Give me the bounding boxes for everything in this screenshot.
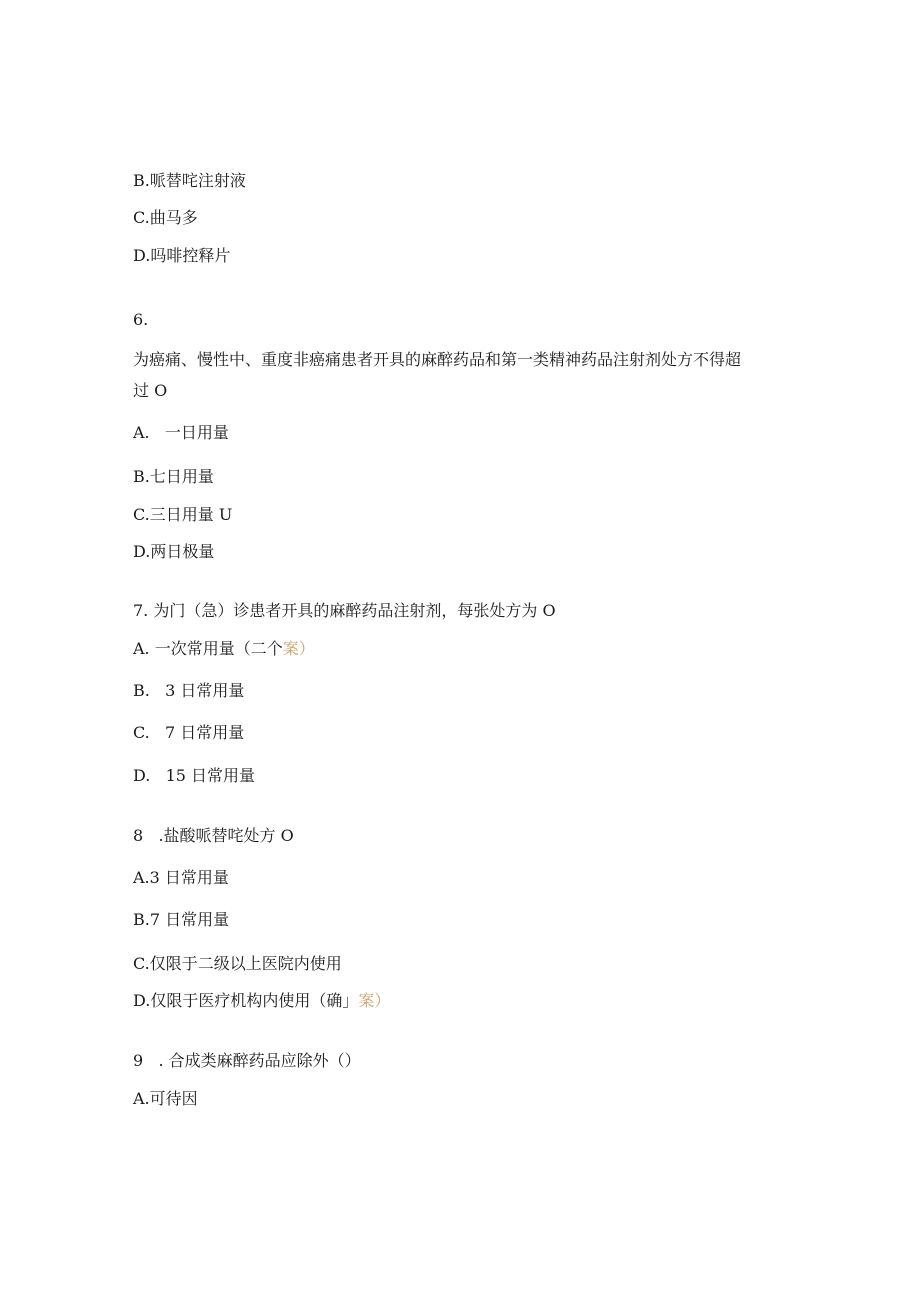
q6-option-d: D.两日极量 [133, 542, 215, 561]
q8-option-d [133, 991, 390, 1011]
q5-option-b: B.哌替咤注射液 [133, 171, 246, 190]
q6-number: 6. [133, 310, 149, 329]
q7-option-a-text: A. 一次常用量（二个 [133, 639, 283, 658]
q9-option-a: A.可待因 [133, 1089, 198, 1108]
q6-option-c: C.三日用量 U [133, 505, 233, 524]
q9-stem: 9 . 合成类麻醉药品应除外（） [133, 1051, 361, 1070]
q7-option-a [133, 639, 315, 659]
q8-option-b: B.7 日常用量 [133, 910, 230, 929]
q7-option-d: D. 15 日常用量 [133, 766, 256, 785]
q6-stem-line2: 过 O [133, 381, 168, 400]
q5-option-d: D.吗啡控释片 [133, 246, 231, 265]
q7-option-a-answer-mark: 案） [282, 639, 315, 658]
q8-option-a: A.3 日常用量 [133, 868, 229, 887]
q8-stem: 8 .盐酸哌替咤处方 O [133, 826, 294, 845]
q8-option-d-text: D.仅限于医疗机构内使用（确」 [133, 991, 359, 1010]
q8-option-d-answer-mark: 案） [358, 991, 391, 1010]
q6-option-a: A. 一日用量 [133, 423, 229, 442]
q6-stem-line1: 为癌痛、慢性中、重度非癌痛患者开具的麻醉药品和第一类精神药品注射剂处方不得超 [133, 350, 742, 369]
q5-option-c: C.曲马多 [133, 208, 198, 227]
q7-stem: 7. 为门（急）诊患者开具的麻醉药品注射剂，每张处方为 O [133, 601, 556, 620]
q6-option-b: B.七日用量 [133, 467, 214, 486]
q8-option-c: C.仅限于二级以上医院内使用 [133, 954, 342, 973]
q7-option-b: B. 3 日常用量 [133, 681, 245, 700]
q7-option-c: C. 7 日常用量 [133, 723, 245, 742]
